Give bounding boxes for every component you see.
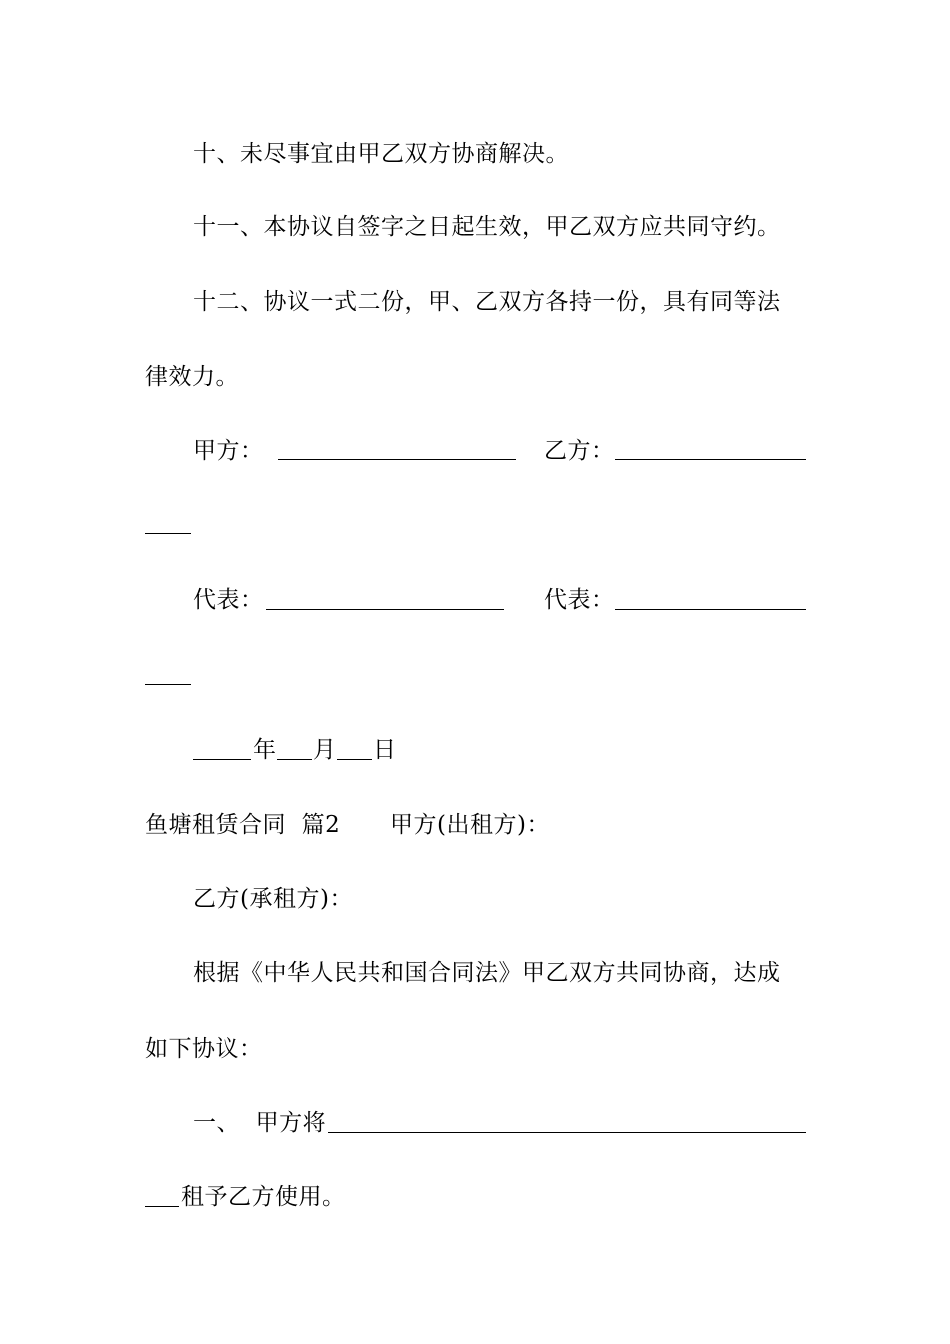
clause-12-line1: 十二、协议一式二份，甲、乙双方各持一份，具有同等法 <box>193 289 781 315</box>
lessee-label: 乙方(承租方)： <box>193 886 353 912</box>
item1-prefix: 一、 甲方将 <box>193 1110 327 1136</box>
date-month-label: 月 <box>313 737 337 763</box>
item1-blank-line <box>328 1132 806 1133</box>
basis-line2: 如下协议： <box>145 1036 263 1062</box>
item1-blank-line-cont <box>145 1206 179 1207</box>
date-day-label: 日 <box>373 737 397 763</box>
rep-a-signature-line <box>266 609 504 610</box>
party-a-signature-line <box>278 459 516 460</box>
rep-b-signature-line <box>615 609 806 610</box>
rep-b-label: 代表： <box>544 587 615 613</box>
clause-11: 十一、本协议自签字之日起生效，甲乙双方应共同守约。 <box>193 214 781 240</box>
party-b-signature-line <box>615 459 806 460</box>
contract2-title: 鱼塘租赁合同 篇2 <box>145 812 341 838</box>
party-b-signature-line-cont <box>145 533 191 534</box>
party-b-label: 乙方： <box>544 438 615 464</box>
item1-suffix: 租予乙方使用。 <box>181 1184 346 1210</box>
rep-b-signature-line-cont <box>145 684 191 685</box>
date-day-blank <box>337 759 372 760</box>
date-month-blank <box>277 759 312 760</box>
clause-12-line2: 律效力。 <box>145 364 239 390</box>
lessor-label: 甲方(出租方)： <box>390 812 550 838</box>
party-a-label: 甲方： <box>193 438 264 464</box>
date-year-label: 年 <box>253 737 277 763</box>
date-year-blank <box>193 759 251 760</box>
clause-10: 十、未尽事宜由甲乙双方协商解决。 <box>193 141 569 167</box>
basis-line1: 根据《中华人民共和国合同法》甲乙双方共同协商，达成 <box>193 960 781 986</box>
rep-a-label: 代表： <box>193 587 264 613</box>
